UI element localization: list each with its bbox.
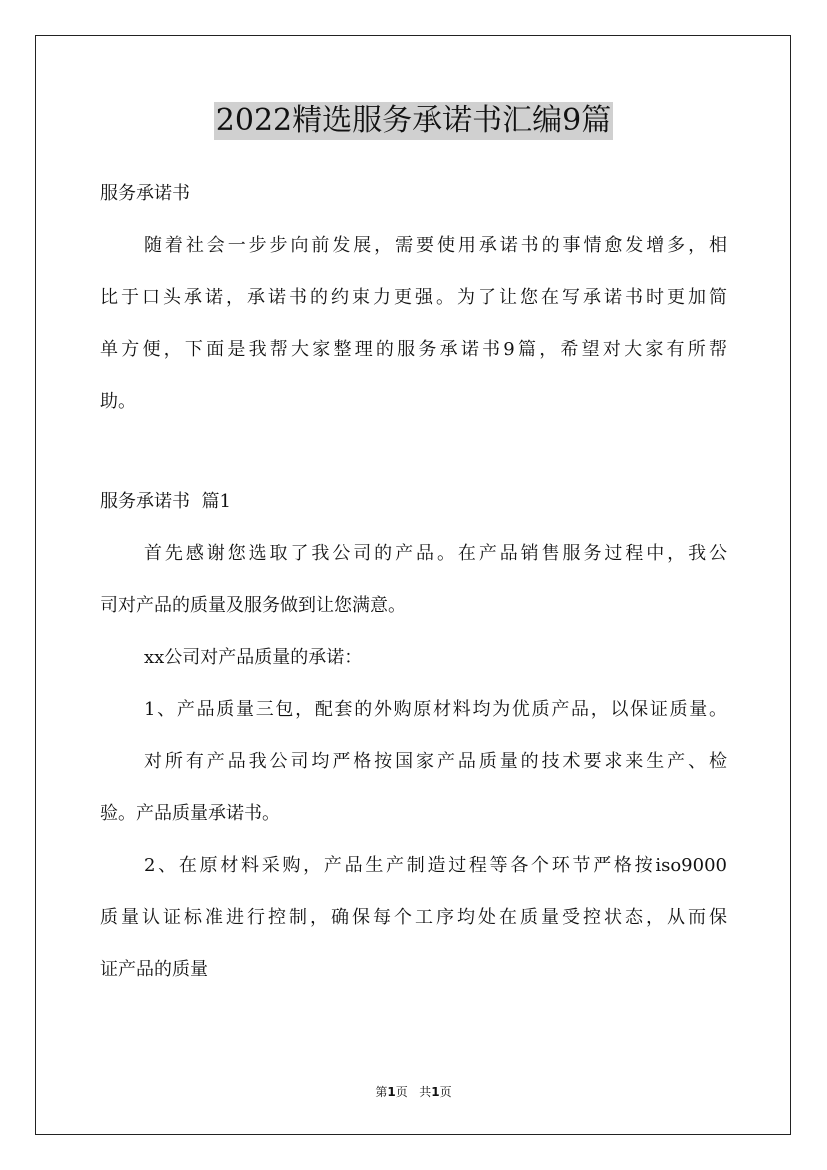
page-label-suffix: 页	[395, 1085, 408, 1099]
section-paragraph-line: 司对产品的质量及服务做到让您满意。	[100, 595, 406, 616]
section-heading: 服务承诺书 篇1	[100, 491, 231, 512]
total-label-suffix: 页	[439, 1085, 452, 1099]
document-body	[100, 168, 727, 996]
section-paragraph-line: 首先感谢您选取了我公司的产品。在产品销售服务过程中，我公	[144, 543, 727, 564]
intro-paragraph-line: 随着社会一步步向前发展，需要使用承诺书的事情愈发增多，相	[144, 235, 727, 256]
section-paragraph-line: 1、产品质量三包，配套的外购原材料均为优质产品，以保证质量。	[144, 699, 727, 720]
title-container	[0, 102, 827, 140]
intro-paragraph-line: 单方便，下面是我帮大家整理的服务承诺书9篇，希望对大家有所帮	[100, 339, 727, 360]
section-paragraph-line: 对所有产品我公司均严格按国家产品质量的技术要求来生产、检	[144, 751, 727, 772]
intro-paragraph-line: 助。	[100, 391, 136, 412]
page-footer	[0, 1083, 827, 1100]
intro-paragraph-line: 比于口头承诺，承诺书的约束力更强。为了让您在写承诺书时更加简	[100, 287, 727, 308]
section-spacer	[100, 428, 727, 476]
total-label-prefix: 共	[419, 1085, 432, 1099]
document-title: 2022精选服务承诺书汇编9篇	[215, 103, 612, 138]
page-label-prefix: 第	[375, 1085, 388, 1099]
section-paragraph-line: xx公司对产品质量的承诺：	[144, 647, 363, 668]
section-paragraph-line: 2、在原材料采购，产品生产制造过程等各个环节严格按iso9000	[144, 855, 727, 876]
section-paragraph-line: 质量认证标准进行控制，确保每个工序均处在质量受控状态，从而保	[100, 907, 727, 928]
section-paragraph-line: 验。产品质量承诺书。	[100, 803, 280, 824]
intro-heading: 服务承诺书	[100, 183, 190, 204]
section-paragraph-line: 证产品的质量	[100, 959, 208, 980]
total-pages: 1	[431, 1085, 440, 1099]
page-number: 1	[387, 1085, 396, 1099]
